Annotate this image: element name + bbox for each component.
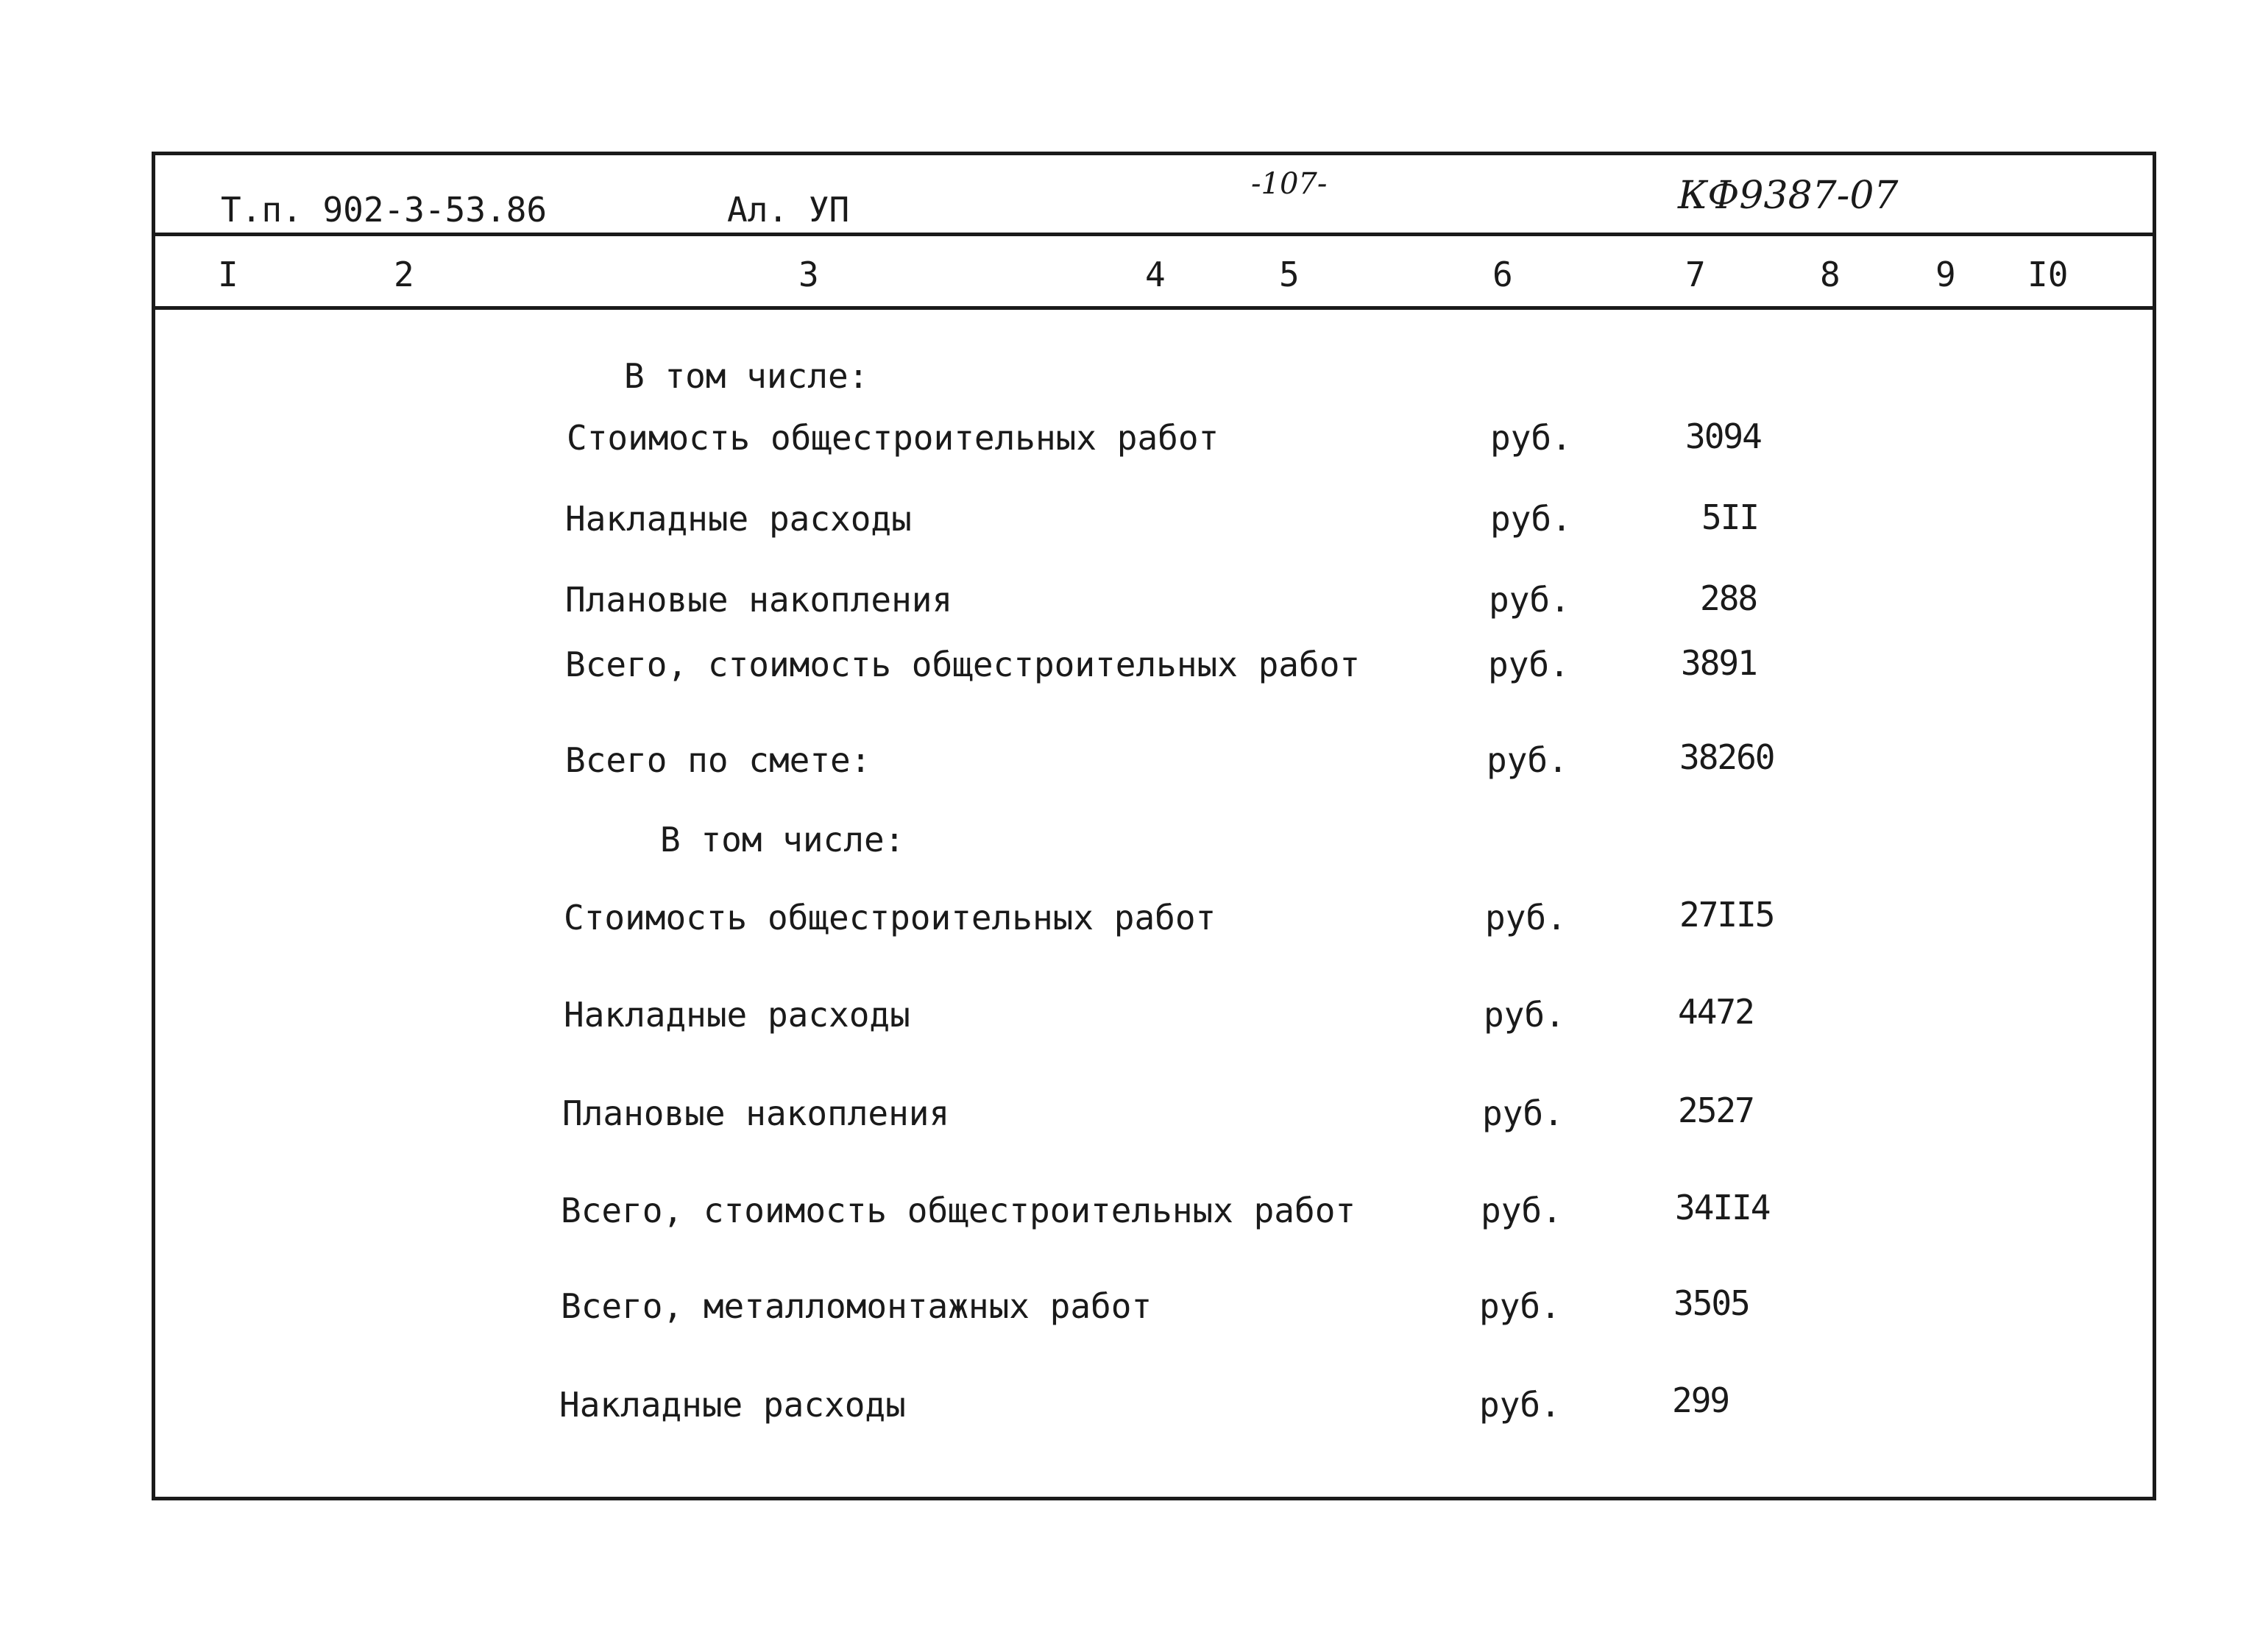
row-unit: руб. — [1481, 1191, 1562, 1230]
row-label: Плановые накопления — [565, 580, 953, 620]
row-unit: руб. — [1485, 898, 1567, 937]
column-number: I0 — [2027, 255, 2069, 294]
column-number: 8 — [1820, 255, 1841, 294]
row-value: 299 — [1672, 1380, 1729, 1420]
document-code: КФ9387-07 — [1678, 174, 1899, 218]
row-value: 27II5 — [1679, 895, 1774, 935]
column-number: 9 — [1935, 255, 1956, 294]
section-subheading: В том числе: — [624, 356, 869, 396]
row-unit: руб. — [1479, 1286, 1561, 1326]
project-number: Т.п. 902-3-53.86 — [221, 190, 548, 230]
row-value: 3094 — [1685, 416, 1761, 456]
column-number: 7 — [1685, 255, 1706, 294]
row-unit: руб. — [1489, 580, 1570, 620]
row-value: 4472 — [1678, 992, 1754, 1032]
row-value: 288 — [1700, 578, 1757, 618]
column-number: 2 — [394, 255, 414, 294]
column-number: 4 — [1145, 255, 1166, 294]
row-label: Стоимость общестроительных работ — [567, 418, 1219, 458]
column-number: 3 — [798, 255, 819, 294]
row-label: Накладные расходы — [559, 1385, 906, 1425]
row-value: 34II4 — [1675, 1188, 1770, 1227]
album-number: Ал. УП — [727, 190, 850, 230]
row-value: 5II — [1701, 497, 1759, 537]
row-label: Накладные расходы — [565, 499, 912, 539]
row-label: Всего, металломонтажных работ — [561, 1286, 1152, 1326]
column-number: 6 — [1492, 255, 1513, 294]
row-unit: руб. — [1487, 740, 1568, 780]
header-divider — [152, 233, 2156, 236]
row-label: Всего, стоимость общестроительных работ — [561, 1191, 1356, 1230]
row-label: Плановые накопления — [562, 1093, 950, 1133]
row-value: 3505 — [1673, 1283, 1749, 1323]
row-value: 2527 — [1678, 1091, 1754, 1130]
row-label: Всего по смете: — [565, 740, 871, 780]
row-value: 38260 — [1679, 737, 1774, 777]
section-subheading: В том числе: — [660, 820, 905, 859]
row-value: 3891 — [1681, 643, 1757, 683]
row-label: Стоимость общестроительных работ — [564, 898, 1216, 937]
row-unit: руб. — [1490, 418, 1572, 458]
page-number: -107- — [1251, 167, 1328, 201]
row-unit: руб. — [1479, 1385, 1561, 1425]
row-label: Всего, стоимость общестроительных работ — [565, 645, 1361, 684]
row-label: Накладные расходы — [564, 995, 910, 1035]
column-number: 5 — [1279, 255, 1300, 294]
row-unit: руб. — [1490, 499, 1572, 539]
row-unit: руб. — [1484, 995, 1565, 1035]
table-frame — [152, 152, 2156, 1500]
column-numbers-divider — [152, 306, 2156, 310]
column-number: I — [218, 255, 238, 294]
row-unit: руб. — [1482, 1093, 1564, 1133]
row-unit: руб. — [1488, 645, 1570, 684]
